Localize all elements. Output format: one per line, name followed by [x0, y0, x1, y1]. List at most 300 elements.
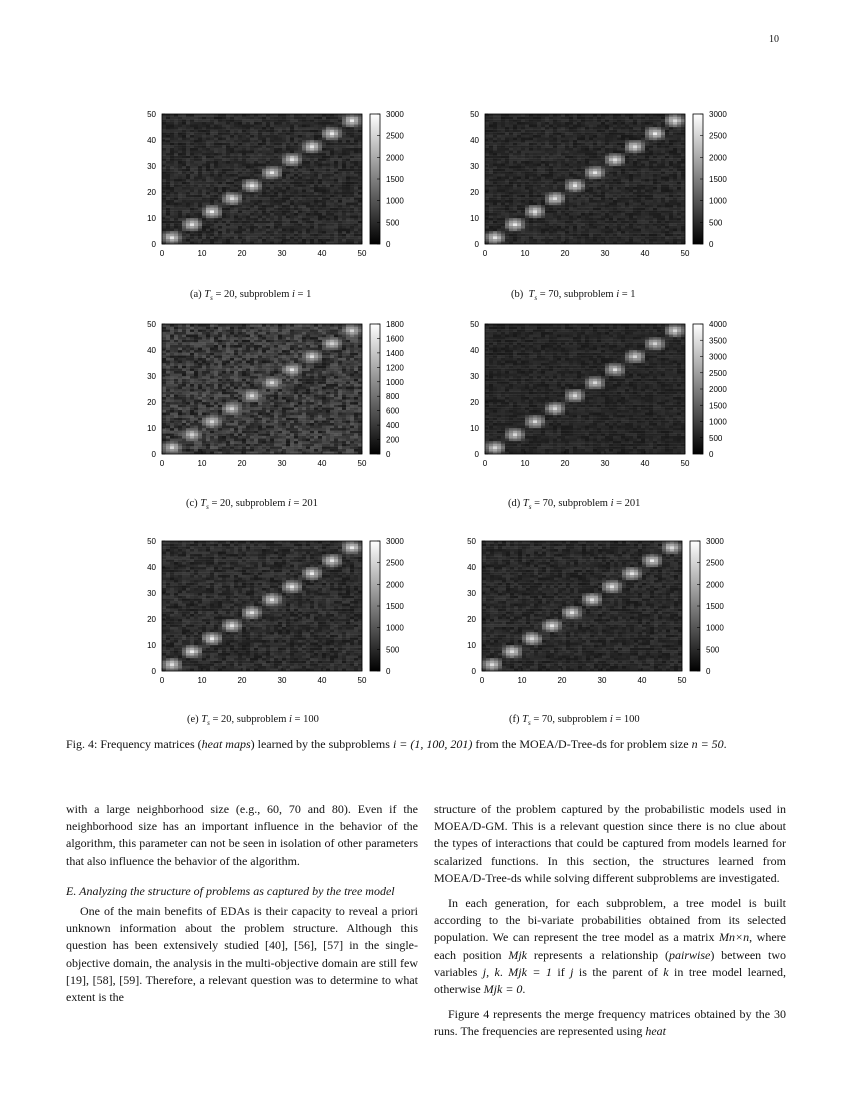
heatmap-cell — [549, 231, 553, 234]
heatmap-cell — [577, 197, 581, 200]
heatmap-cell — [541, 189, 545, 192]
heatmap-cell — [318, 228, 322, 231]
heatmap-cell — [569, 200, 573, 203]
heatmap-cell — [334, 231, 338, 234]
heatmap-cell — [497, 174, 501, 177]
heatmap-cell — [625, 124, 629, 127]
heatmap-cell — [501, 215, 505, 218]
heatmap-cell — [266, 218, 270, 221]
heatmap-cell — [629, 189, 633, 192]
heatmap-cell — [198, 234, 202, 237]
heatmap-cell — [226, 231, 230, 234]
heatmap-cell — [230, 213, 234, 216]
heatmap-cell — [266, 210, 270, 213]
heatmap-cell — [294, 127, 298, 130]
heatmap-cell — [302, 148, 306, 151]
heatmap-cell — [282, 163, 286, 166]
heatmap-cell — [609, 208, 613, 211]
heatmap-cell — [178, 132, 182, 135]
heatmap-cell — [637, 239, 641, 242]
heatmap-cell — [637, 197, 641, 200]
heatmap-cell — [489, 221, 493, 224]
heatmap-cell — [194, 228, 198, 231]
heatmap-cell — [222, 140, 226, 143]
heatmap-cell — [294, 176, 298, 179]
heatmap-cell — [278, 210, 282, 213]
heatmap-cell — [322, 140, 326, 143]
heatmap-cell — [597, 156, 601, 159]
heatmap-cell — [342, 195, 346, 198]
heatmap-cell — [350, 127, 354, 130]
heatmap-cell — [182, 137, 186, 140]
heatmap-cell — [649, 202, 653, 205]
heatmap-cell — [206, 169, 210, 172]
heatmap-cell — [541, 143, 545, 146]
heatmap-cell — [286, 184, 290, 187]
heatmap-cell — [222, 114, 226, 117]
heatmap-cell — [593, 215, 597, 218]
heatmap-cell — [541, 182, 545, 185]
heatmap-cell — [585, 195, 589, 198]
heatmap-cell — [334, 200, 338, 203]
heatmap-cell — [242, 119, 246, 122]
heatmap-cell — [274, 153, 278, 156]
heatmap-cell — [330, 200, 334, 203]
heatmap-cell — [537, 124, 541, 127]
heatmap-cell — [310, 200, 314, 203]
heatmap-cell — [489, 127, 493, 130]
heatmap-cell — [501, 205, 505, 208]
heatmap-cell — [262, 202, 266, 205]
heatmap-cell — [334, 127, 338, 130]
heatmap-cell — [505, 127, 509, 130]
heatmap-cell — [605, 153, 609, 156]
heatmap-cell — [226, 137, 230, 140]
heatmap-cell — [645, 171, 649, 174]
heatmap-cell — [234, 176, 238, 179]
heatmap-cell — [561, 156, 565, 159]
heatmap-cell — [250, 189, 254, 192]
heatmap-cell — [545, 148, 549, 151]
heatmap-cell — [330, 234, 334, 237]
heatmap-cell — [517, 132, 521, 135]
heatmap-cell — [354, 130, 358, 133]
heatmap-cell — [310, 117, 314, 120]
heatmap-cell — [198, 122, 202, 125]
heatmap-cell — [653, 176, 657, 179]
heatmap-cell — [553, 127, 557, 130]
heatmap-cell — [202, 114, 206, 117]
heatmap-cell — [270, 176, 274, 179]
heatmap-cell — [637, 174, 641, 177]
heatmap-cell — [182, 179, 186, 182]
heatmap-cell — [501, 239, 505, 242]
heatmap-cell — [641, 213, 645, 216]
heatmap-cell — [545, 124, 549, 127]
heatmap-cell — [549, 166, 553, 169]
heatmap-cell — [529, 169, 533, 172]
heatmap-cell — [637, 179, 641, 182]
heatmap-cell — [673, 179, 677, 182]
heatmap-cell — [661, 205, 665, 208]
heatmap-cell — [521, 176, 525, 179]
heatmap-cell — [545, 192, 549, 195]
heatmap-cell — [673, 166, 677, 169]
heatmap-cell — [234, 169, 238, 172]
heatmap-cell — [497, 161, 501, 164]
heatmap-cell — [334, 137, 338, 140]
heatmap-cell — [214, 205, 218, 208]
heatmap-cell — [322, 122, 326, 125]
heatmap-cell — [346, 158, 350, 161]
heatmap-cell — [358, 171, 362, 174]
heatmap-cell — [250, 218, 254, 221]
heatmap-cell — [270, 184, 274, 187]
heatmap-cell — [206, 137, 210, 140]
heatmap-cell — [597, 208, 601, 211]
heatmap-cell — [310, 223, 314, 226]
heatmap-cell — [178, 150, 182, 153]
heatmap-cell — [497, 163, 501, 166]
heatmap-cell — [266, 182, 270, 185]
heatmap-cell — [633, 145, 637, 148]
heatmap-cell — [681, 208, 685, 211]
heatmap-cell — [681, 202, 685, 205]
heatmap-cell — [625, 158, 629, 161]
heatmap-cell — [178, 182, 182, 185]
heatmap-cell — [537, 197, 541, 200]
heatmap-cell — [298, 176, 302, 179]
heatmap-cell — [593, 122, 597, 125]
heatmap-cell — [318, 223, 322, 226]
heatmap-cell — [298, 130, 302, 133]
heatmap-cell — [350, 140, 354, 143]
heatmap-cell — [330, 119, 334, 122]
heatmap-cell — [246, 127, 250, 130]
heatmap-cell — [306, 176, 310, 179]
heatmap-cell — [190, 239, 194, 242]
heatmap-cell — [565, 200, 569, 203]
heatmap-cell — [226, 192, 230, 195]
heatmap-cell — [310, 197, 314, 200]
heatmap-cell — [597, 197, 601, 200]
heatmap-cell — [521, 130, 525, 133]
heatmap-cell — [302, 156, 306, 159]
heatmap-cell — [505, 119, 509, 122]
heatmap-cell — [649, 221, 653, 224]
heatmap-cell — [629, 153, 633, 156]
heatmap-cell — [645, 234, 649, 237]
heatmap-cell — [230, 197, 234, 200]
heatmap-cell — [641, 236, 645, 239]
heatmap-cell — [198, 132, 202, 135]
heatmap-cell — [266, 124, 270, 127]
heatmap-cell — [358, 218, 362, 221]
heatmap-cell — [254, 176, 258, 179]
heatmap-cell — [238, 179, 242, 182]
heatmap-cell — [330, 114, 334, 117]
heatmap-cell — [669, 158, 673, 161]
heatmap-cell — [318, 114, 322, 117]
heatmap-cell — [322, 148, 326, 151]
heatmap-cell — [266, 143, 270, 146]
heatmap-cell — [661, 184, 665, 187]
heatmap-cell — [346, 122, 350, 125]
heatmap-cell — [326, 166, 330, 169]
heatmap-cell — [633, 140, 637, 143]
heatmap-cell — [681, 119, 685, 122]
heatmap-cell — [326, 119, 330, 122]
heatmap-cell — [198, 135, 202, 138]
heatmap-cell — [521, 223, 525, 226]
heatmap-cell — [521, 231, 525, 234]
heatmap-cell — [485, 187, 489, 190]
heatmap-cell — [553, 182, 557, 185]
heatmap-cell — [581, 169, 585, 172]
heatmap-cell — [166, 117, 170, 120]
heatmap-cell — [549, 158, 553, 161]
heatmap-cell — [665, 221, 669, 224]
heatmap-cell — [254, 156, 258, 159]
heatmap-cell — [162, 182, 166, 185]
heatmap-cell — [641, 171, 645, 174]
heatmap-cell — [314, 153, 318, 156]
heatmap-cell — [334, 124, 338, 127]
x-tick-label: 10 — [197, 249, 207, 258]
heatmap-cell — [230, 239, 234, 242]
heatmap-cell — [358, 124, 362, 127]
heatmap-cell — [661, 187, 665, 190]
heatmap-cell — [529, 208, 533, 211]
heatmap-cell — [585, 184, 589, 187]
heatmap-cell — [334, 148, 338, 151]
heatmap-cell — [290, 148, 294, 151]
heatmap-cell — [174, 239, 178, 242]
heatmap-cell — [649, 205, 653, 208]
heatmap-cell — [489, 174, 493, 177]
heatmap-cell — [342, 234, 346, 237]
heatmap-cell — [202, 132, 206, 135]
heatmap-cell — [194, 169, 198, 172]
heatmap-cell — [533, 150, 537, 153]
heatmap-cell — [290, 122, 294, 125]
heatmap-cell — [633, 239, 637, 242]
heatmap-cell — [266, 130, 270, 133]
heatmap-cell — [170, 127, 174, 130]
heatmap-cell — [198, 195, 202, 198]
heatmap-cell — [601, 231, 605, 234]
heatmap-cell — [573, 161, 577, 164]
heatmap-cell — [302, 143, 306, 146]
heatmap-cell — [525, 236, 529, 239]
heatmap-cell — [645, 143, 649, 146]
heatmap-cell — [661, 148, 665, 151]
heatmap-cell — [497, 234, 501, 237]
heatmap-cell — [346, 166, 350, 169]
heatmap-cell — [214, 221, 218, 224]
heatmap-cell — [593, 158, 597, 161]
heatmap-cell — [314, 132, 318, 135]
heatmap-cell — [290, 161, 294, 164]
heatmap-cell — [198, 236, 202, 239]
heatmap-cell — [673, 202, 677, 205]
heatmap-cell — [350, 202, 354, 205]
heatmap-cell — [553, 236, 557, 239]
heatmap-cell — [218, 148, 222, 151]
heatmap-cell — [222, 179, 226, 182]
heatmap-cell — [653, 234, 657, 237]
heatmap-cell — [302, 145, 306, 148]
heatmap-cell — [178, 210, 182, 213]
heatmap-cell — [677, 135, 681, 138]
heatmap-cell — [230, 205, 234, 208]
heatmap-cell — [525, 153, 529, 156]
heatmap-cell — [529, 132, 533, 135]
heatmap-cell — [186, 174, 190, 177]
heatmap-cell — [242, 176, 246, 179]
heatmap-cell — [306, 184, 310, 187]
heatmap-cell — [581, 202, 585, 205]
heatmap-cell — [198, 200, 202, 203]
heatmap-cell — [226, 187, 230, 190]
heatmap-cell — [653, 208, 657, 211]
heatmap-cell — [589, 218, 593, 221]
heatmap-cell — [166, 130, 170, 133]
heatmap-cell — [318, 200, 322, 203]
heatmap-cell — [613, 161, 617, 164]
heatmap-cell — [625, 234, 629, 237]
heatmap-cell — [314, 117, 318, 120]
heatmap-cell — [585, 208, 589, 211]
heatmap-cell — [593, 124, 597, 127]
heatmap-cell — [294, 161, 298, 164]
heatmap-cell — [669, 117, 673, 120]
heatmap-cell — [497, 228, 501, 231]
heatmap-cell — [569, 197, 573, 200]
heatmap-cell — [665, 192, 669, 195]
heatmap-cell — [278, 132, 282, 135]
heatmap-cell — [541, 166, 545, 169]
heatmap-cell — [238, 137, 242, 140]
heatmap-cell — [278, 192, 282, 195]
heatmap-cell — [629, 161, 633, 164]
heatmap-cell — [230, 150, 234, 153]
heatmap-cell — [182, 132, 186, 135]
heatmap-cell — [629, 143, 633, 146]
heatmap-cell — [601, 158, 605, 161]
heatmap-cell — [525, 150, 529, 153]
heatmap-cell — [569, 143, 573, 146]
heatmap-cell — [489, 117, 493, 120]
heatmap-cell — [677, 127, 681, 130]
heatmap-cell — [625, 156, 629, 159]
heatmap-cell — [186, 200, 190, 203]
heatmap-cell — [174, 226, 178, 229]
heatmap-cell — [669, 189, 673, 192]
heatmap-cell — [513, 122, 517, 125]
heatmap-cell — [182, 161, 186, 164]
heatmap-cell — [529, 150, 533, 153]
heatmap-cell — [282, 226, 286, 229]
heatmap-cell — [346, 114, 350, 117]
heatmap-cell — [501, 187, 505, 190]
heatmap-cell — [214, 179, 218, 182]
heatmap-cell — [609, 197, 613, 200]
heatmap-cell — [350, 236, 354, 239]
heatmap-cell — [226, 140, 230, 143]
heatmap-panel-b — [463, 104, 763, 304]
heatmap-cell — [230, 137, 234, 140]
heatmap-cell — [338, 215, 342, 218]
heatmap-cell — [645, 145, 649, 148]
heatmap-cell — [242, 189, 246, 192]
heatmap-cell — [609, 215, 613, 218]
heatmap-cell — [202, 130, 206, 133]
heatmap-cell — [338, 195, 342, 198]
heatmap-cell — [625, 189, 629, 192]
heatmap-cell — [549, 197, 553, 200]
heatmap-cell — [565, 176, 569, 179]
heatmap-cell — [258, 174, 262, 177]
heatmap-cell — [517, 158, 521, 161]
heatmap-cell — [557, 163, 561, 166]
heatmap-cell — [282, 218, 286, 221]
heatmap-cell — [529, 124, 533, 127]
heatmap-cell — [314, 176, 318, 179]
heatmap-cell — [254, 215, 258, 218]
heatmap-cell — [214, 145, 218, 148]
heatmap-cell — [322, 158, 326, 161]
heatmap-cell — [214, 127, 218, 130]
heatmap-cell — [597, 145, 601, 148]
heatmap-cell — [330, 166, 334, 169]
heatmap-cell — [665, 174, 669, 177]
heatmap-cell — [330, 130, 334, 133]
heatmap-cell — [178, 202, 182, 205]
heatmap-cell — [485, 124, 489, 127]
heatmap-cell — [162, 127, 166, 130]
heatmap-cell — [338, 221, 342, 224]
heatmap-cell — [565, 189, 569, 192]
heatmap-cell — [625, 226, 629, 229]
heatmap-cell — [350, 208, 354, 211]
heatmap-cell — [533, 161, 537, 164]
heatmap-cell — [322, 169, 326, 172]
heatmap-cell — [170, 200, 174, 203]
heatmap-cell — [561, 132, 565, 135]
heatmap-cell — [569, 234, 573, 237]
heatmap-cell — [653, 192, 657, 195]
heatmap-cell — [541, 197, 545, 200]
heatmap-cell — [553, 192, 557, 195]
heatmap-cell — [170, 161, 174, 164]
heatmap-cell — [517, 117, 521, 120]
heatmap-cell — [629, 176, 633, 179]
heatmap-cell — [218, 197, 222, 200]
heatmap-cell — [306, 161, 310, 164]
heatmap-cell — [334, 174, 338, 177]
heatmap-cell — [238, 150, 242, 153]
heatmap-cell — [537, 137, 541, 140]
heatmap-cell — [505, 117, 509, 120]
heatmap-cell — [234, 143, 238, 146]
heatmap-cell — [641, 140, 645, 143]
heatmap-cell — [533, 234, 537, 237]
heatmap-cell — [358, 221, 362, 224]
heatmap-cell — [533, 174, 537, 177]
heatmap-cell — [226, 132, 230, 135]
heatmap-cell — [330, 124, 334, 127]
